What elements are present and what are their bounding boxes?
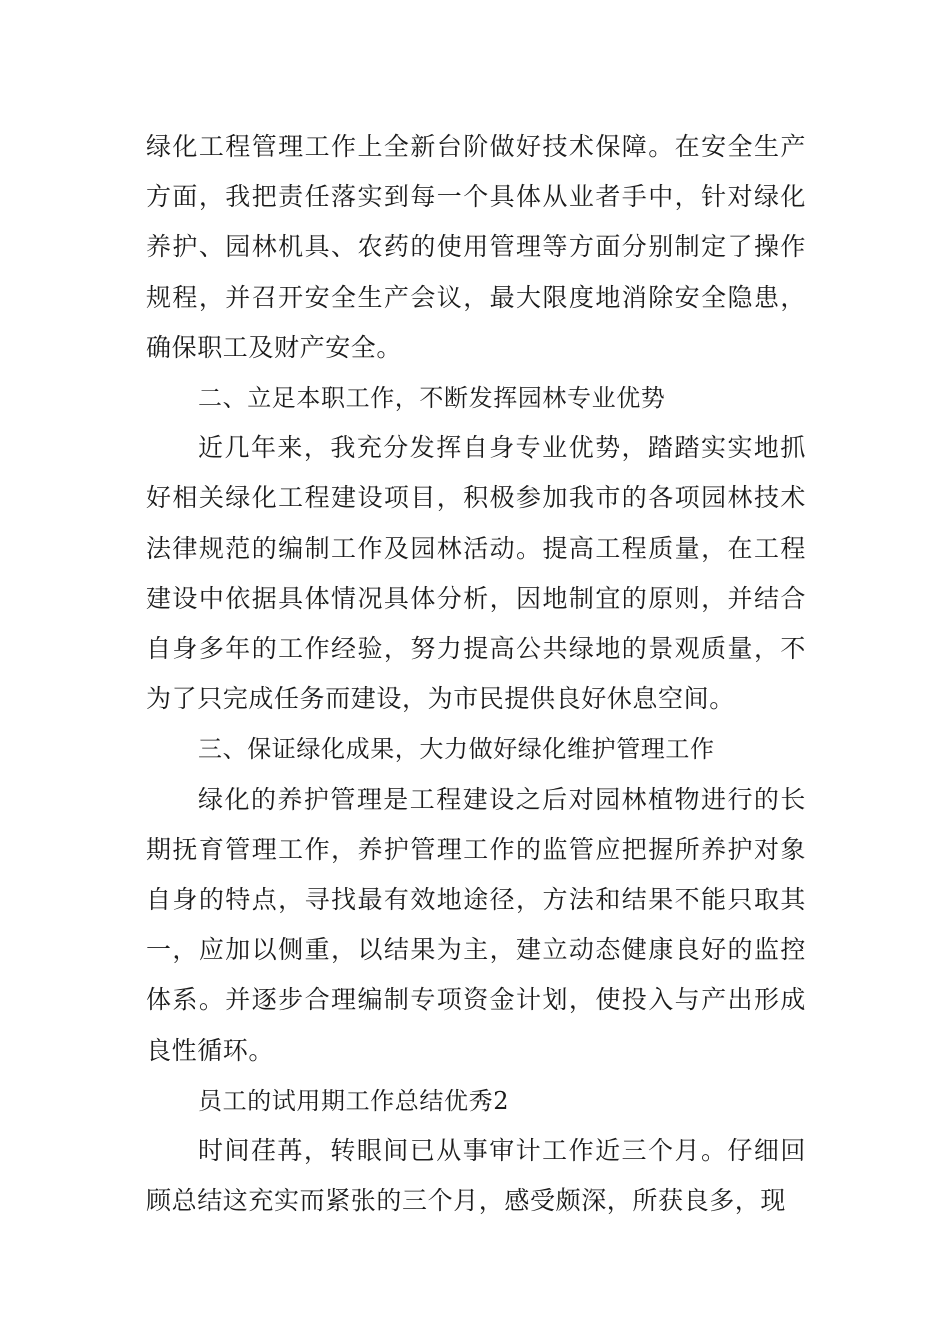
document-body xyxy=(146,122,806,1226)
paragraph-audit-work: 时间荏苒，转眼间已从事审计工作近三个月。仔细回顾总结这充实而紧张的三个月，感受颇深，所获良多，现 xyxy=(146,1136,806,1216)
paragraph-maintenance-management: 绿化的养护管理是工程建设之后对园林植物进行的长期抚育管理工作，养护管理工作的监管应把握所养护对象自身的特点，寻找最有效地途径，方法和结果不能只取其一，应加以侧重，以结果为主，建立动态健康良好的监控体系。并逐步合理编制专项资金计划，使投入与产出形成良性循环。 xyxy=(146,784,806,1065)
paragraph-professional-advantage: 近几年来，我充分发挥自身专业优势，踏踏实实地抓好相关绿化工程建设项目，积极参加我市的各项园林技术法律规范的编制工作及园林活动。提高工程质量，在工程建设中依据具体情况具体分析，因地制宜的原则，并结合自身多年的工作经验，努力提高公共绿地的景观质量，不为了只完成任务而建设，为市民提供良好休息空间。 xyxy=(146,433,806,714)
section-heading-3: 三、保证绿化成果，大力做好绿化维护管理工作 xyxy=(198,735,715,764)
section-heading-2: 二、立足本职工作，不断发挥园林专业优势 xyxy=(198,384,666,413)
paragraph-safety-production: 绿化工程管理工作上全新台阶做好技术保障。在安全生产方面，我把责任落实到每一个具体从业者手中，针对绿化养护、园林机具、农药的使用管理等方面分别制定了操作规程，并召开安全生产会议，最大限度地消除安全隐患，确保职工及财产安全。 xyxy=(146,132,806,362)
article-title-2: 员工的试用期工作总结优秀2 xyxy=(198,1086,510,1115)
